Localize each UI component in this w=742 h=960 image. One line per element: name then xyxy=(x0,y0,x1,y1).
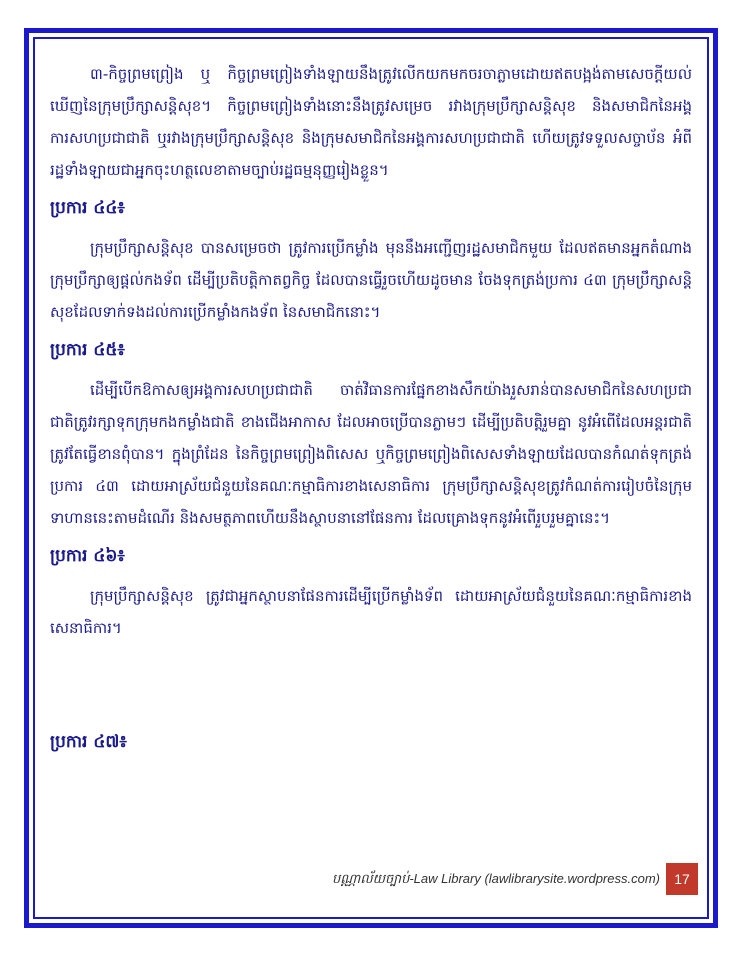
document-body xyxy=(50,58,692,766)
page-number-badge: 17 xyxy=(666,863,698,895)
article-45-text: ដើម្បីបើកឱកាសឲ្យអង្គការសហប្រជាជាតិ ចាត់វិធានការផ្នែកខាងសឹកយ៉ាងរួសរាន់បានសមាជិកនៃសហប្រជាជាតិត្រូវរក្សាទុកក្រុមកងកម្លាំងជាតិ ខាងជើងអាកាស ដែលអាចប្រើបានភ្លាមៗ ដើម្បីប្រតិបត្តិរួមគ្នា នូវអំពើដែលអន្តរជាតិត្រូវតែធ្វើខានពុំបាន។ ក្នុងព្រំដែន នៃកិច្ចព្រមព្រៀងពិសេស ឬកិច្ចព្រមព្រៀងពិសេសទាំងឡាយដែលបានកំណត់ទុកត្រង់ប្រការ ៤៣ ដោយអាស្រ័យជំនួយនៃគណៈកម្មាធិការខាងសេនាធិការ ក្រុមប្រឹក្សាសន្តិសុខត្រូវកំណត់ការរៀបចំនៃក្រុមទាហាននេះតាមដំណើរ និងសមត្ថភាពហើយនឹងស្ថាបនានៅផែនការ ដែលគ្រោងទុកនូវអំពើរួបរួមគ្នានេះ។ xyxy=(50,381,692,527)
article-46-heading: ប្រការ ៤៦៖ xyxy=(50,546,125,566)
footer-library-credit: បណ្ណាល័យច្បាប់-Law Library (lawlibrarysite.wordpress.com) xyxy=(332,871,660,886)
article-44-text: ក្រុមប្រឹក្សាសន្តិសុខ បានសម្រេចថា ត្រូវការប្រើកម្លាំង មុននឹងអញ្ជើញរដ្ឋសមាជិកមួយ ដែលឥតមានអ្នកតំណាងក្រុមប្រឹក្សាឲ្យផ្តល់កងទ័ព ដើម្បីប្រតិបត្តិកាតព្វកិច្ច ដែលបានធ្វើរួចហើយដូចមាន ចែងទុកត្រង់ប្រការ ៤៣ ក្រុមប្រឹក្សាសន្តិសុខដែលទាក់ទងដល់ការប្រើកម្លាំងកងទ័ព នៃសមាជិកនោះ។ xyxy=(50,239,692,321)
article-47-heading: ប្រការ ៤៧៖ xyxy=(50,732,127,752)
article-44-heading: ប្រការ ៤៤៖ xyxy=(50,198,125,218)
article-45-heading: ប្រការ ៤៥៖ xyxy=(50,340,125,360)
article-46-text: ក្រុមប្រឹក្សាសន្តិសុខ ត្រូវជាអ្នកស្ថាបនាផែនការដើម្បីប្រើកម្លាំងទ័ព ដោយអាស្រ័យជំនួយនៃគណៈកម្មាធិការខាងសេនាធិការ។ xyxy=(50,587,692,637)
paragraph-clause-3: ៣-កិច្ចព្រមព្រៀង ឬ កិច្ចព្រមព្រៀងទាំងឡាយនឹងត្រូវលើកយកមកចរចាភ្លាមដោយឥតបង្អង់តាមសេចក្តីយល់ឃើញនៃក្រុមប្រឹក្សាសន្តិសុខ។ កិច្ចព្រមព្រៀងទាំងនោះនឹងត្រូវសម្រេច រវាងក្រុមប្រឹក្សាសន្តិសុខ និងសមាជិកនៃអង្គការសហប្រជាជាតិ ឬរវាងក្រុមប្រឹក្សាសន្តិសុខ និងក្រុមសមាជិកនៃអង្គការសហប្រជាជាតិ ហើយត្រូវទទួលសច្ចាប័ន អំពីរដ្ឋទាំងឡាយជាអ្នកចុះហត្ថលេខាតាមច្បាប់រដ្ឋធម្មនុញ្ញរៀងខ្លួន។ xyxy=(50,65,692,179)
blank-space xyxy=(50,650,692,720)
